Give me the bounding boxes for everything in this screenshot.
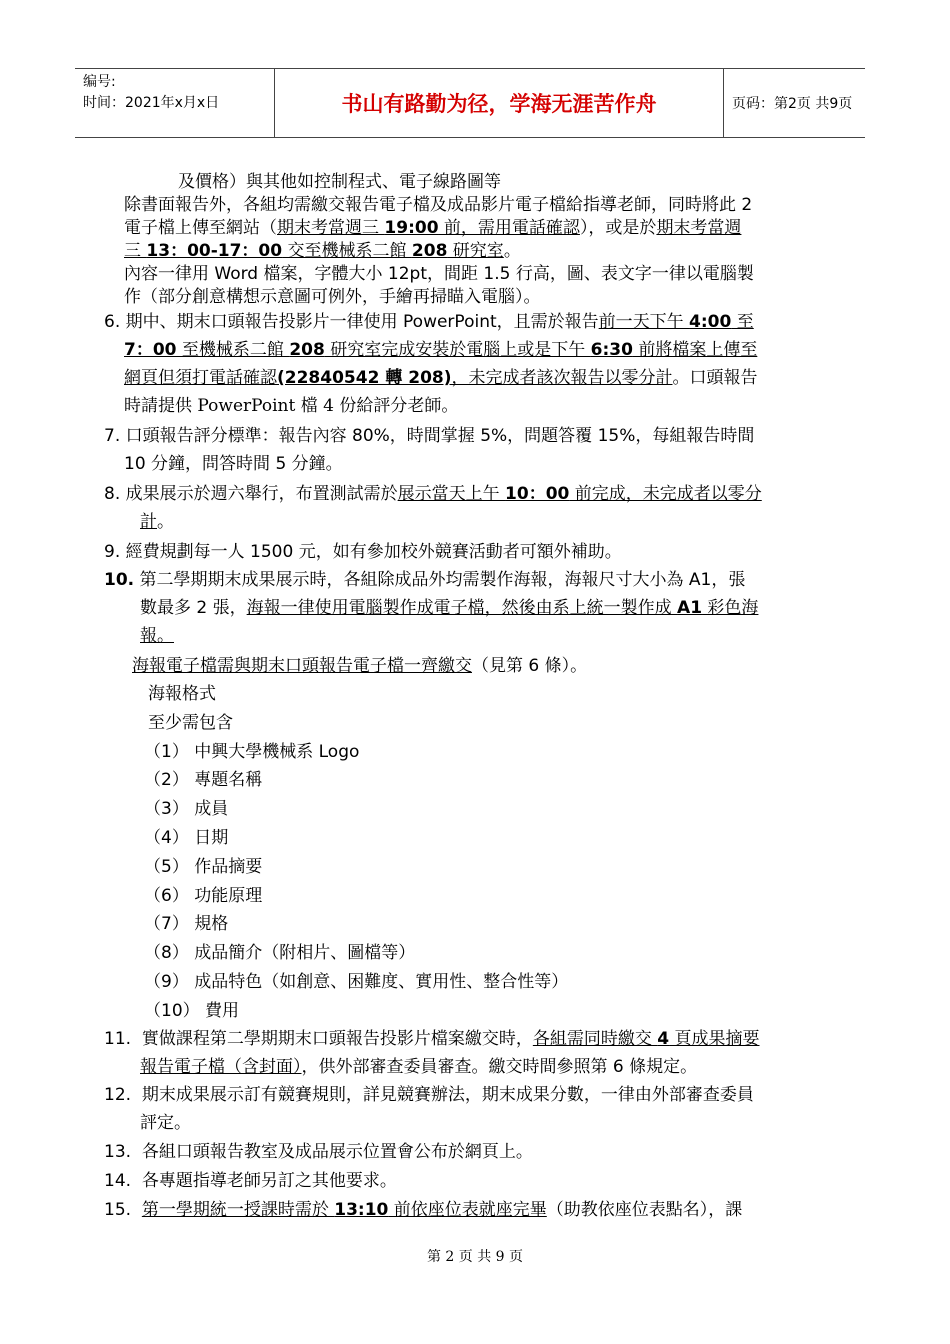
sub-list-item: （5） 作品摘要 [144, 857, 263, 877]
underlined-text: 網頁但須打電話確認(22840542 轉 208)，未完成者該次報告以零分計 [124, 368, 673, 388]
text-run: 8. 成果展示於週六舉行，布置測試需於 [104, 484, 398, 504]
text-line: 報。 [140, 626, 174, 646]
underlined-text: 各組需同時繳交 4 頁成果摘要 [532, 1029, 760, 1049]
text-line: 時請提供 PowerPoint 檔 4 份給評分老師。 [124, 396, 459, 416]
list-item-11 [104, 1027, 760, 1051]
text-run: 15. [104, 1200, 142, 1220]
text-line: 內容一律用 Word 檔案，字體大小 12pt，間距 1.5 行高，圖、表文字一律以電腦製 [124, 264, 754, 284]
underlined-text: 計 [140, 512, 157, 532]
text-run: （見第 6 條）。 [472, 656, 588, 676]
sub-list-item: （4） 日期 [144, 828, 229, 848]
document-time-label: 时间：2021年x月x日 [83, 95, 220, 111]
text-line: 海報格式 [148, 684, 216, 704]
text-run: 數最多 2 張， [140, 598, 247, 618]
text-run: ，供外部審查委員審查。繳交時間參照第 6 條規定。 [301, 1057, 698, 1077]
sub-list-item: （6） 功能原理 [144, 886, 263, 906]
underlined-text: 期末考當週三 19:00 前，需用電話確認 [277, 218, 580, 238]
text-run: 11. 實做課程第二學期期末口頭報告投影片檔案繳交時， [104, 1029, 533, 1049]
text-line [124, 216, 741, 240]
underlined-text: 第一學期統一授課時需於 13:10 前依座位表就座完畢 [141, 1200, 547, 1220]
underlined-text: 三 13：00-17：00 交至機械系二館 208 研究室 [124, 241, 504, 261]
text-run: 。 [157, 512, 174, 532]
underlined-text: 期末考當週 [656, 218, 742, 238]
text-run: 6. 期中、期末口頭報告投影片一律使用 PowerPoint，且需於報告 [104, 312, 599, 332]
underlined-text: 前一天下午 4:00 至 [598, 312, 754, 332]
text-run: 第二學期期末成果展示時，各組除成品外均需製作海報，海報尺寸大小為 A1，張 [134, 570, 746, 590]
text-line: 至少需包含 [148, 713, 233, 733]
header-motto: 书山有路勤为径，学海无涯苦作舟 [275, 69, 724, 137]
text-line [124, 239, 521, 263]
list-item-7: 7. 口頭報告評分標準：報告內容 80%，時間掌握 5%，問題答覆 15%，每組報告時間 [104, 426, 755, 446]
sub-list-item: （7） 規格 [144, 914, 229, 934]
text-run: 。口頭報告 [672, 368, 758, 388]
text-run: 。 [503, 241, 521, 261]
header-meta [75, 69, 275, 137]
page-footer: 第 2 页 共 9 页 [426, 1249, 524, 1265]
text-line: 7：00 至機械系二館 208 研究室完成安裝於電腦上或是下午 6:30 前將檔案上傳至 [124, 340, 758, 360]
text-line: 除書面報告外，各組均需繳交報告電子檔及成品影片電子檔給指導老師，同時將此 2 [124, 195, 753, 215]
text-run: 電子檔上傳至網站（ [124, 218, 277, 238]
sub-list-item: （8） 成品簡介（附相片、圖檔等） [144, 943, 416, 963]
list-number: 10. [104, 570, 135, 590]
list-item-10 [104, 568, 745, 592]
list-item-8 [104, 482, 762, 506]
text-line [132, 654, 587, 678]
text-line: 10 分鐘，問答時間 5 分鐘。 [124, 454, 343, 474]
header-page-number: 页码：第2页 共9页 [732, 96, 853, 112]
underlined-text: 報告電子檔（含封面） [140, 1057, 302, 1077]
list-item-6 [104, 310, 754, 334]
underlined-text: 海報電子檔需與期末口頭報告電子檔一齊繳交 [132, 656, 472, 676]
document-number-label: 编号: [83, 74, 116, 90]
list-item-12: 12. 期末成果展示訂有競賽規則，詳見競賽辦法，期末成果分數，一律由外部審查委員 [104, 1085, 754, 1105]
page-header [75, 68, 865, 138]
list-item-14: 14. 各專題指導老師另訂之其他要求。 [104, 1171, 397, 1191]
sub-list-item: （2） 專題名稱 [144, 770, 263, 790]
text-run: （助教依座位表點名），課 [546, 1200, 743, 1220]
underlined-text: 海報一律使用電腦製作成電子檔，然後由系上統一製作成 A1 彩色海 [246, 598, 759, 618]
text-run: ），或是於 [579, 218, 657, 238]
text-line: 作（部分創意構想示意圖可例外，手繪再掃瞄入電腦）。 [124, 287, 541, 307]
text-line [124, 366, 758, 390]
text-line [140, 596, 758, 620]
text-line: 評定。 [140, 1113, 191, 1133]
underlined-text: 展示當天上午 10：00 前完成，未完成者以零分 [397, 484, 762, 504]
list-item-9: 9. 經費規劃每一人 1500 元，如有參加校外競賽活動者可額外補助。 [104, 542, 622, 562]
text-line [140, 510, 174, 534]
sub-list-item: （3） 成員 [144, 799, 229, 819]
sub-list-item: （10） 費用 [144, 1001, 240, 1021]
list-item-13: 13. 各組口頭報告教室及成品展示位置會公布於網頁上。 [104, 1142, 533, 1162]
list-item-15 [104, 1198, 742, 1222]
sub-list-item: （9） 成品特色（如創意、困難度、實用性、整合性等） [144, 972, 569, 992]
text-line [140, 1055, 697, 1079]
text-line: 及價格）與其他如控制程式、電子線路圖等 [178, 172, 501, 192]
sub-list-item: （1） 中興大學機械系 Logo [144, 742, 360, 762]
